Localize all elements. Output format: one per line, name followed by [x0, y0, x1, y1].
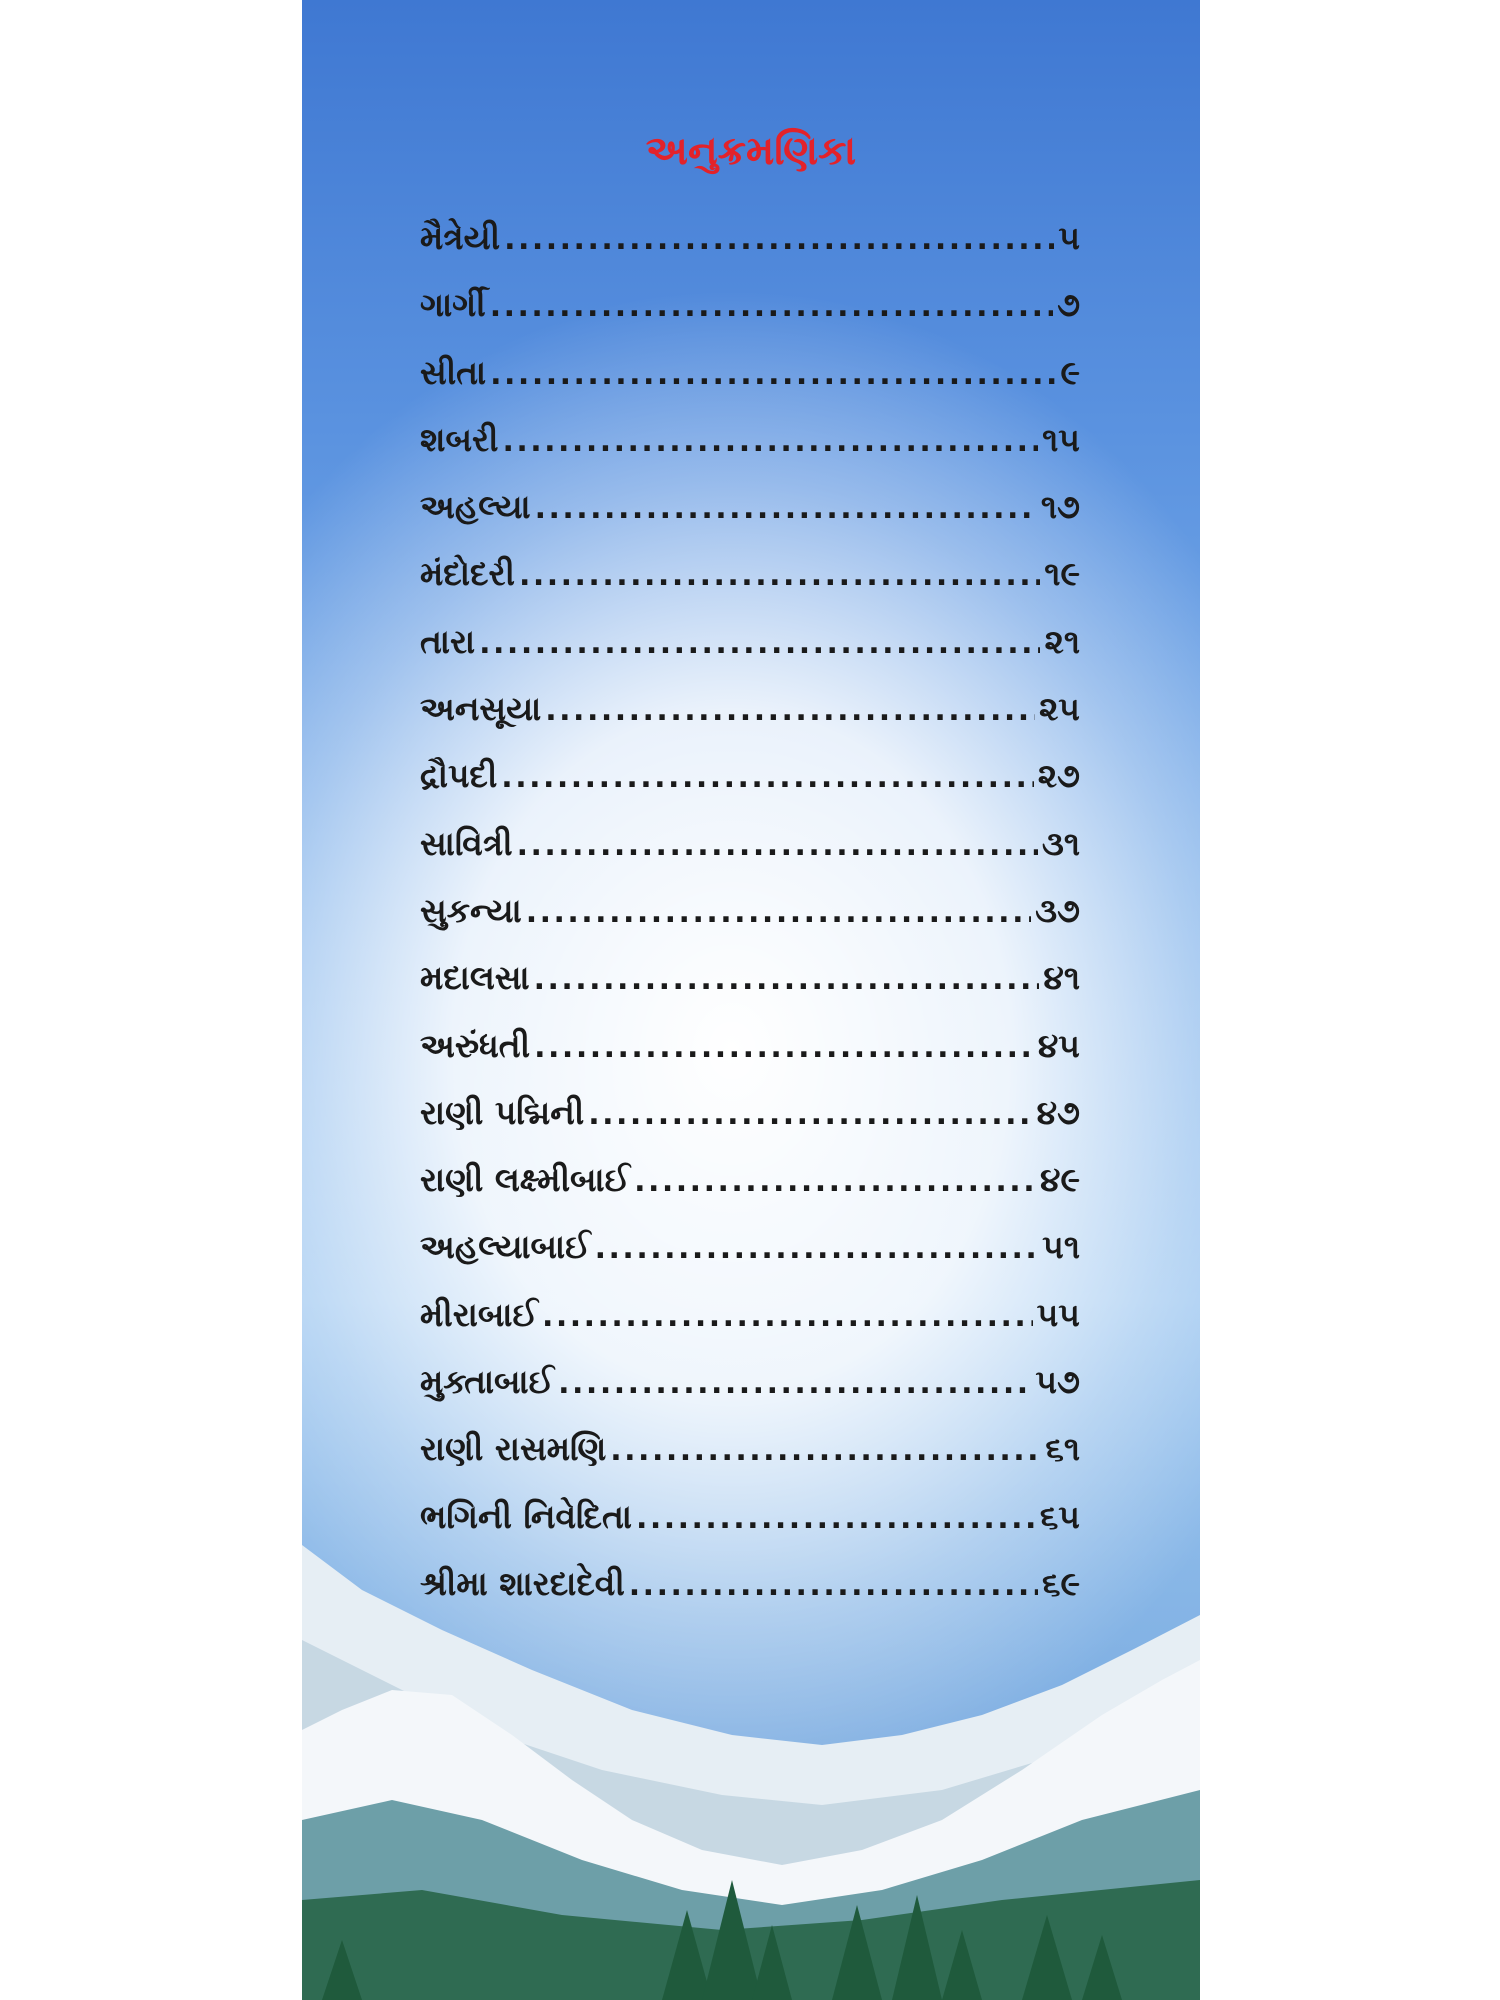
- toc-entry: [420, 958, 1080, 1025]
- toc-entry-title: મીરાબાઈ: [420, 1294, 538, 1334]
- toc-entry-page-number: ૬૫: [1039, 1496, 1080, 1536]
- toc-entry: [420, 1429, 1080, 1496]
- toc-entry: [420, 1295, 1080, 1362]
- dot-leader: [504, 222, 1054, 257]
- toc-entry-title: અનસૂયા: [420, 689, 542, 729]
- toc-entry-page-number: ૨૭: [1037, 756, 1080, 796]
- toc-entry: [420, 1564, 1080, 1631]
- toc-entry-page-number: ૩૧: [1041, 823, 1080, 863]
- dot-leader: [534, 962, 1040, 997]
- cover-panel: [302, 0, 1200, 2000]
- toc-entry-title: સુકન્યા: [420, 890, 522, 930]
- dot-leader: [636, 1501, 1036, 1536]
- toc-entry: [420, 1497, 1080, 1564]
- toc-entry-page-number: ૧૯: [1044, 554, 1080, 594]
- toc-entry: [420, 1227, 1080, 1294]
- dot-leader: [479, 626, 1040, 661]
- toc-entry-title: શ્રીમા શારદાદેવી: [420, 1563, 625, 1603]
- toc-entry-title: મદાલસા: [420, 958, 530, 998]
- toc-entry-page-number: ૪૯: [1040, 1160, 1080, 1200]
- dot-leader: [595, 1231, 1039, 1266]
- toc-entry-title: સાવિત્રી: [420, 823, 513, 863]
- toc-entry: [420, 824, 1080, 891]
- toc-entry: [420, 285, 1080, 352]
- toc-entry-page-number: ૪૫: [1037, 1025, 1080, 1065]
- toc-entry-page-number: ૫૧: [1042, 1227, 1080, 1267]
- toc-entry-page-number: ૧૫: [1042, 419, 1080, 459]
- toc-entry-title: રાણી પદ્મિની: [420, 1092, 585, 1132]
- toc-entry: [420, 554, 1080, 621]
- toc-entry-page-number: ૫૫: [1036, 1294, 1080, 1334]
- dot-leader: [535, 491, 1037, 526]
- toc-entry: [420, 756, 1080, 823]
- toc-entry: [420, 1362, 1080, 1429]
- dot-leader: [517, 828, 1038, 863]
- toc-entry-title: શબરી: [420, 419, 499, 459]
- dot-leader: [545, 693, 1035, 728]
- toc-entry: [420, 622, 1080, 689]
- toc-entry: [420, 420, 1080, 487]
- dot-leader: [610, 1433, 1041, 1468]
- toc-entry-page-number: ૨૧: [1044, 621, 1080, 661]
- toc-entry-page-number: ૯: [1060, 352, 1080, 392]
- toc-entry: [420, 1160, 1080, 1227]
- dot-leader: [519, 558, 1040, 593]
- dot-leader: [634, 1164, 1036, 1199]
- toc-entry-title: દ્રૌપદી: [420, 756, 498, 796]
- toc-entry-title: અહલ્યા: [420, 487, 531, 527]
- toc-entry: [420, 218, 1080, 285]
- dot-leader: [534, 1030, 1034, 1065]
- toc-entry-title: તારા: [420, 621, 476, 661]
- table-of-contents: [420, 218, 1080, 1631]
- dot-leader: [490, 357, 1056, 392]
- toc-entry-page-number: ૬૯: [1041, 1563, 1080, 1603]
- toc-entry: [420, 487, 1080, 554]
- dot-leader: [542, 1299, 1033, 1334]
- toc-entry-title: અહલ્યાબાઈ: [420, 1227, 591, 1267]
- toc-entry-page-number: ૫: [1058, 218, 1080, 257]
- toc-entry-title: રાણી લક્ષ્મીબાઈ: [420, 1160, 631, 1200]
- toc-entry: [420, 1026, 1080, 1093]
- toc-entry-page-number: ૧૭: [1040, 487, 1080, 527]
- dot-leader: [502, 424, 1038, 459]
- dot-leader: [490, 289, 1053, 324]
- dot-leader: [526, 895, 1031, 930]
- toc-entry-page-number: ૬૧: [1045, 1429, 1080, 1469]
- toc-entry-page-number: ૭: [1057, 285, 1080, 325]
- toc-entry: [420, 353, 1080, 420]
- page-title: અનુક્રમણિકા: [645, 128, 857, 174]
- toc-entry-title: સીતા: [420, 352, 487, 392]
- toc-entry-page-number: ૪૭: [1036, 1092, 1080, 1132]
- dot-leader: [501, 760, 1033, 795]
- toc-entry-page-number: ૪૧: [1043, 958, 1080, 998]
- toc-entry-title: રાણી રાસમણિ: [420, 1429, 607, 1469]
- toc-entry: [420, 689, 1080, 756]
- toc-entry-title: ગાર્ગી: [420, 285, 486, 325]
- toc-entry: [420, 1093, 1080, 1160]
- toc-entry-title: મુક્તાબાઈ: [420, 1362, 555, 1402]
- toc-entry-page-number: ૨૫: [1038, 689, 1080, 729]
- toc-entry-title: મૈત્રેયી: [420, 218, 501, 257]
- toc-entry: [420, 891, 1080, 958]
- dot-leader: [629, 1568, 1038, 1603]
- toc-entry-title: ભગિની નિવેદિતા: [420, 1496, 632, 1536]
- dot-leader: [558, 1366, 1031, 1401]
- toc-entry-page-number: ૫૭: [1035, 1362, 1080, 1402]
- dot-leader: [588, 1097, 1032, 1132]
- toc-entry-title: મંદોદરી: [420, 554, 515, 594]
- toc-entry-page-number: ૩૭: [1035, 890, 1080, 930]
- toc-entry-title: અરુંધતી: [420, 1025, 531, 1065]
